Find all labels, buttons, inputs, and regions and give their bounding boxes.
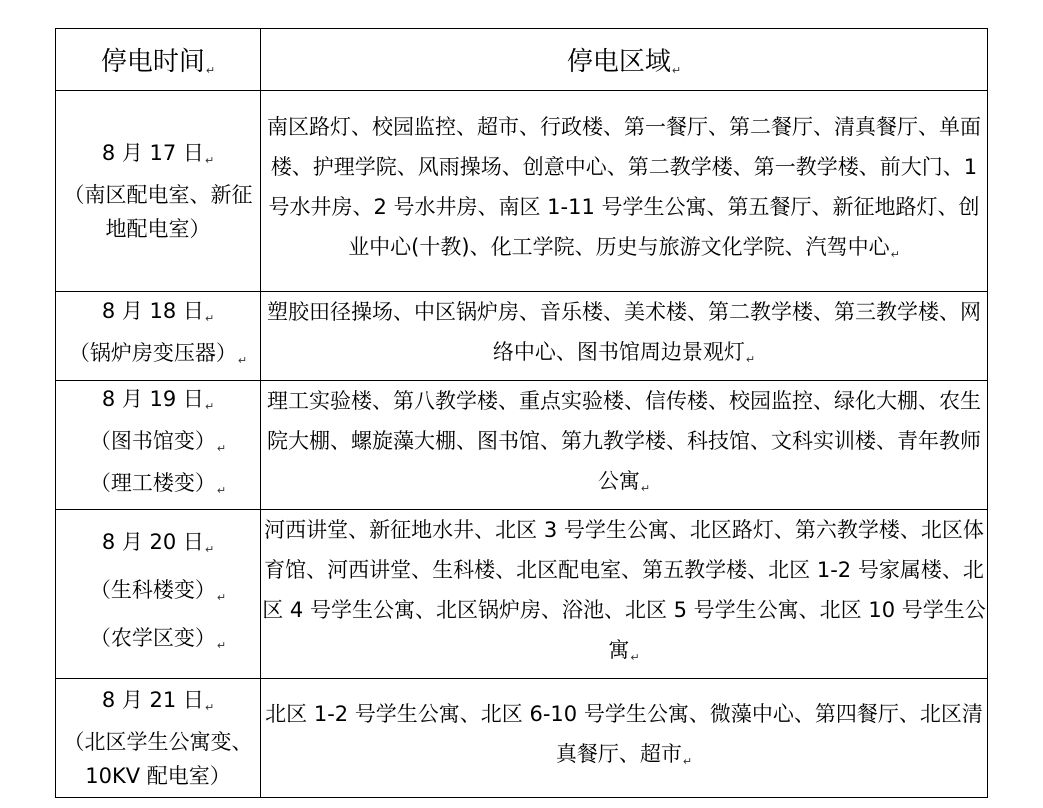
outage-time-cell bbox=[56, 91, 261, 292]
outage-area-cell: 理工实验楼、第八教学楼、重点实验楼、信传楼、校园监控、绿化大棚、农生院大棚、螺旋藻大棚、图书馆、第九教学楼、科技馆、文科实训楼、青年教师公寓↵ bbox=[261, 381, 988, 510]
power-outage-table bbox=[55, 28, 988, 798]
outage-date: 8 月 17 日↵ bbox=[101, 141, 215, 167]
outage-time-cell bbox=[56, 510, 261, 679]
header-outage-area: 停电区域↵ bbox=[261, 29, 988, 91]
outage-time-cell bbox=[56, 292, 261, 381]
outage-area-cell: 北区 1-2 号学生公寓、北区 6-10 号学生公寓、微藻中心、第四餐厅、北区清真餐厅、超市↵ bbox=[261, 679, 988, 798]
table-row bbox=[56, 381, 988, 510]
table-row bbox=[56, 91, 988, 292]
outage-location: （生科楼变）↵ bbox=[89, 578, 227, 604]
table-row bbox=[56, 510, 988, 679]
outage-area-cell: 河西讲堂、新征地水井、北区 3 号学生公寓、北区路灯、第六教学楼、北区体育馆、河西讲堂、生科楼、北区配电室、第五教学楼、北区 1-2 号家属楼、北区 4 号学生公寓、北区锅炉房、浴池、北区 5 号学生公寓、北区 10 号学生公寓↵ bbox=[261, 510, 988, 679]
outage-time-cell bbox=[56, 679, 261, 798]
outage-date: 8 月 21 日↵ bbox=[101, 688, 215, 714]
outage-location: （图书馆变）↵ bbox=[89, 429, 227, 455]
outage-location: （南区配电室、新征地配电室） bbox=[63, 183, 253, 241]
table-header-row bbox=[56, 29, 988, 91]
header-outage-time: 停电时间↵ bbox=[56, 29, 261, 91]
outage-area-cell: 塑胶田径操场、中区锅炉房、音乐楼、美术楼、第二教学楼、第三教学楼、网络中心、图书馆周边景观灯↵ bbox=[261, 292, 988, 381]
outage-location-2: （理工楼变）↵ bbox=[89, 471, 227, 497]
outage-location-2: （农学区变）↵ bbox=[89, 626, 227, 652]
outage-time-cell bbox=[56, 381, 261, 510]
outage-area-cell: 南区路灯、校园监控、超市、行政楼、第一餐厅、第二餐厅、清真餐厅、单面楼、护理学院、风雨操场、创意中心、第二教学楼、第一教学楼、前大门、1 号水井房、2 号水井房、南区 1-11 号学生公寓、第五餐厅、新征地路灯、创业中心(十教)、化工学院、历史与旅游文化学院、汽驾中心↵ bbox=[261, 91, 988, 292]
table-row bbox=[56, 292, 988, 381]
outage-date: 8 月 19 日↵ bbox=[101, 387, 215, 413]
table-row bbox=[56, 679, 988, 798]
outage-location: （北区学生公寓变、10KV 配电室） bbox=[63, 730, 253, 788]
outage-location: （锅炉房变压器）↵ bbox=[68, 341, 248, 367]
outage-date: 8 月 20 日↵ bbox=[101, 530, 215, 556]
outage-date: 8 月 18 日↵ bbox=[101, 299, 215, 325]
